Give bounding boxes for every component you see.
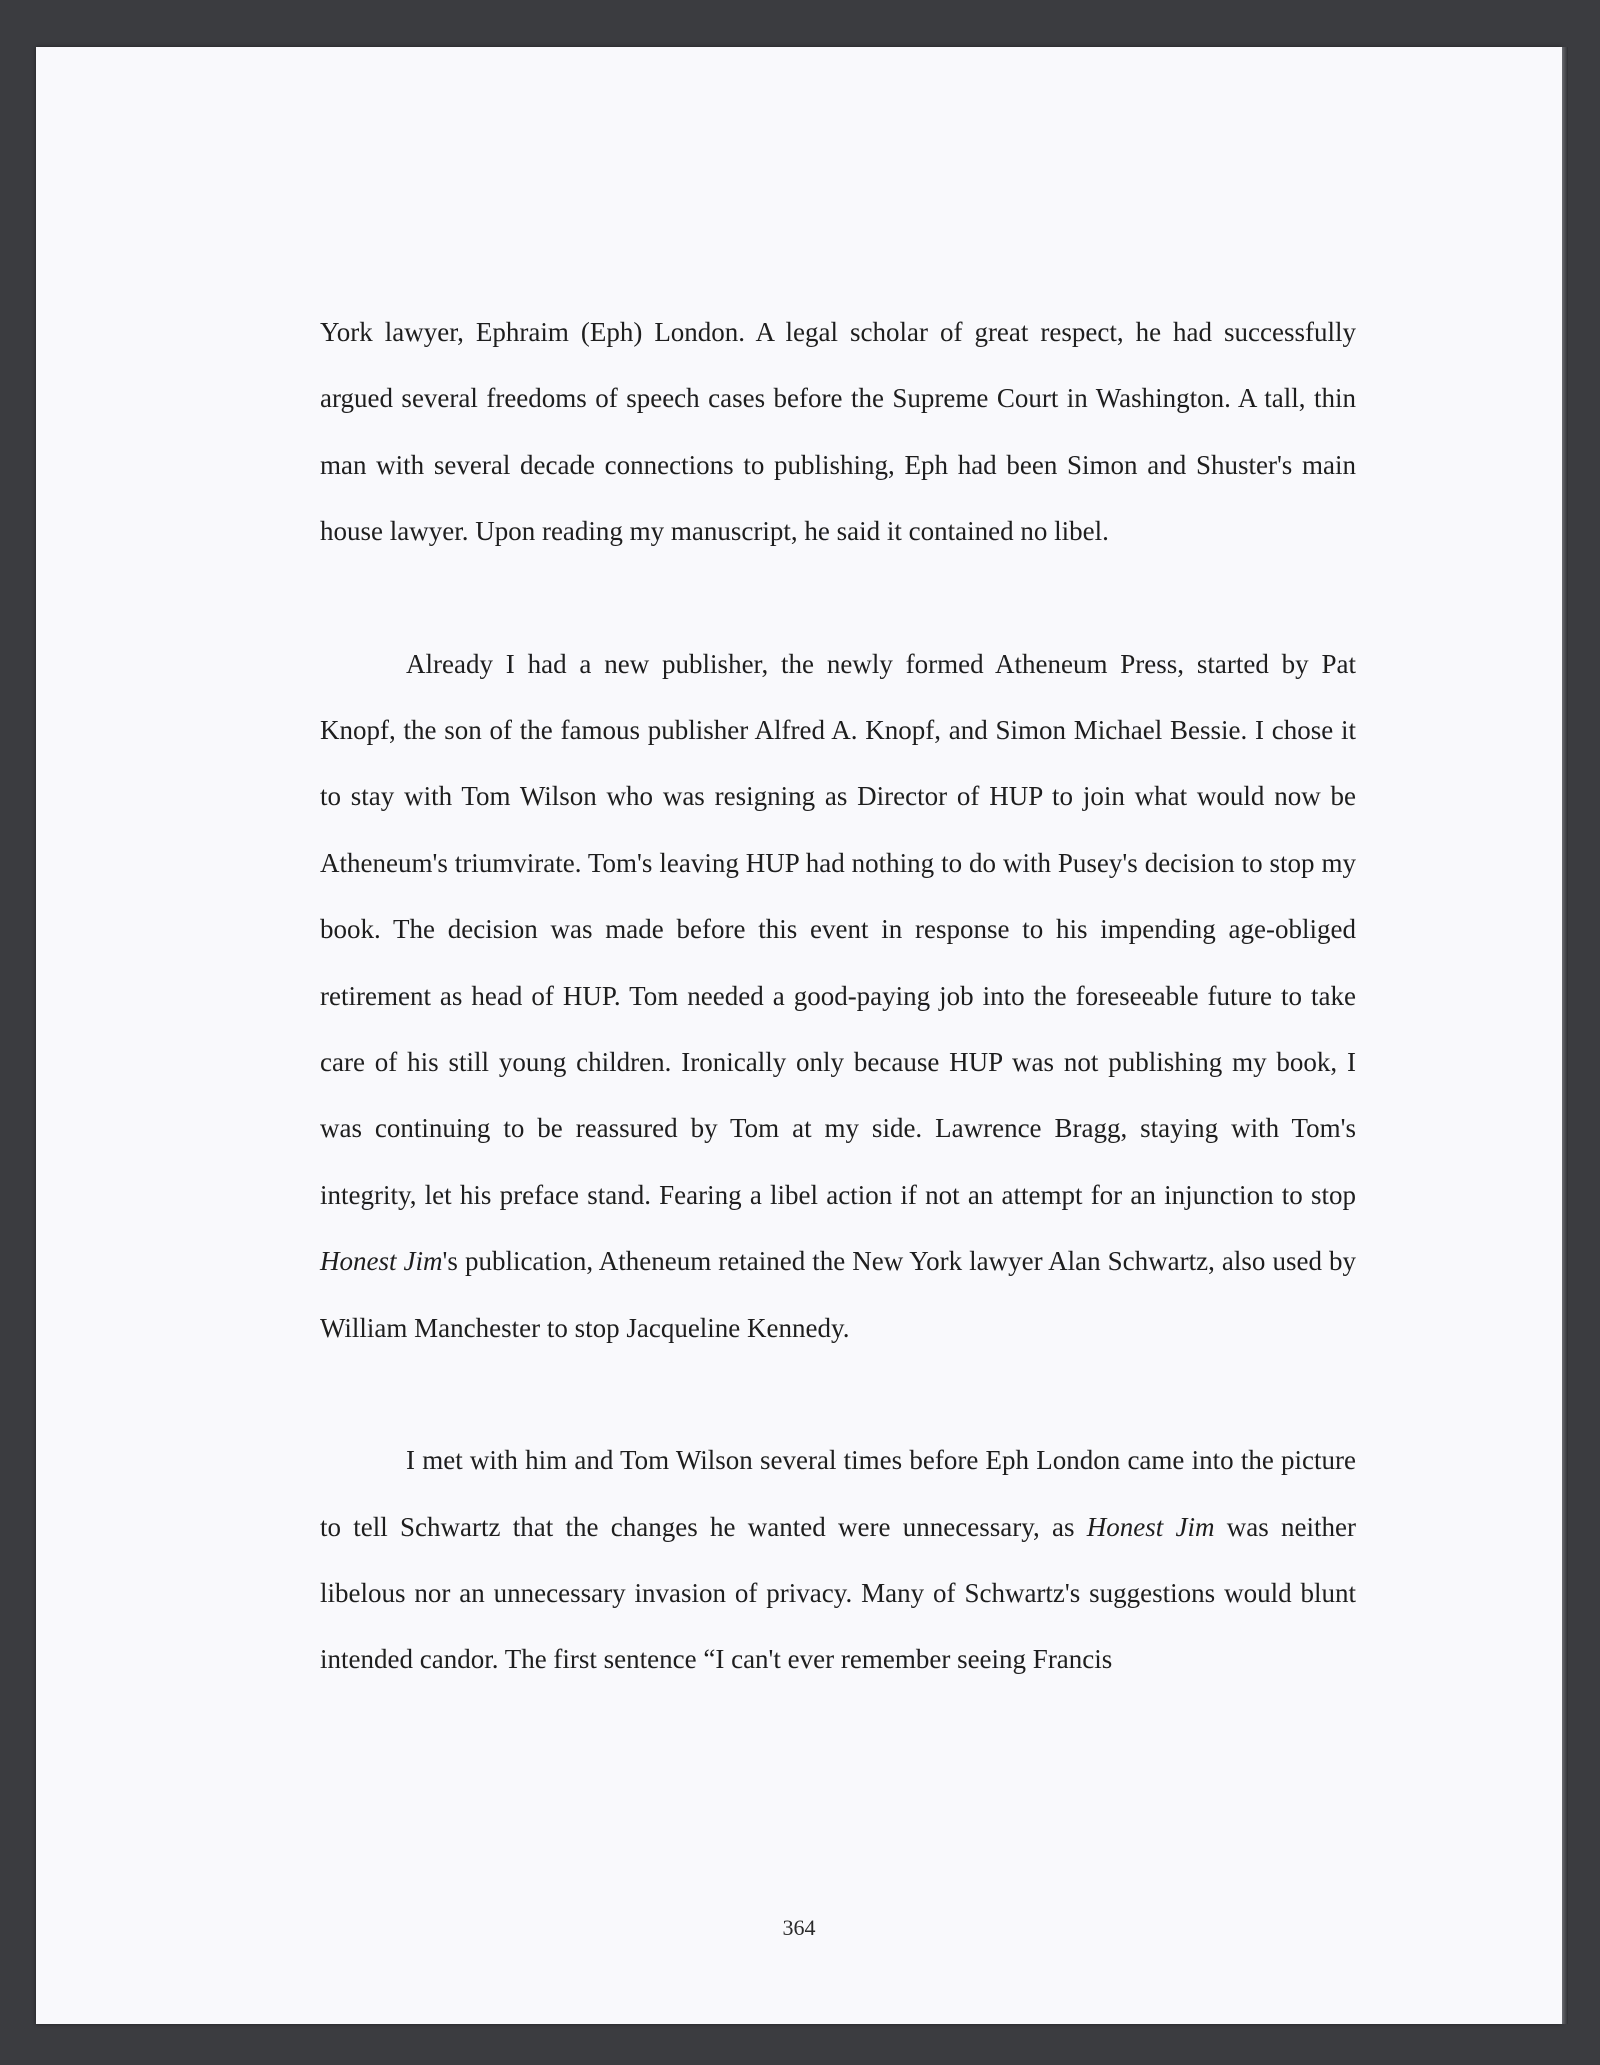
body-text	[320, 299, 1356, 1693]
paragraph-text: was neither libelous nor an unnecessary invasion of privacy. Many of Schwartz's suggestions would blunt intended candor. The first sentence “I can't ever remember seeing Francis	[320, 1511, 1357, 1675]
paragraph-text: I met with him and Tom Wilson several times before Eph London came into the picture to tell Schwartz that the changes he wanted were unnecessary, as	[320, 1445, 1356, 1542]
page-number: 364	[782, 1915, 816, 1940]
paragraph	[320, 299, 1356, 565]
paragraph-text: 's publication, Atheneum retained the New York lawyer Alan Schwartz, also used by William Manchester to stop Jacqueline Kennedy.	[320, 1246, 1356, 1343]
paper-edge	[1562, 47, 1568, 2024]
paragraph-text: York lawyer, Ephraim (Eph) London. A legal scholar of great respect, he had successfully argued several freedoms of speech cases before the Supreme Court in Washington. A tall, thin man with several decade connections to publishing, Eph had been Simon and Shuster's main house lawyer. Upon reading my manuscript, he said it contained no libel.	[320, 317, 1356, 547]
paragraph-text: Already I had a new publisher, the newly formed Atheneum Press, started by Pat Knopf, the son of the famous publisher Alfred A. Knopf, and Simon Michael Bessie. I chose it to stay with Tom Wilson who was resigning as Director of HUP to join what would now be Atheneum's triumvirate. Tom's leaving HUP had nothing to do with Pusey's decision to stop my book. The decision was made before this event in response to his impending age-obliged retirement as head of HUP. Tom needed a good-paying job into the foreseeable future to take care of his still young children. Ironically only because HUP was not publishing my book, I was continuing to be reassured by Tom at my side. Lawrence Bragg, staying with Tom's integrity, let his preface stand. Fearing a libel action if not an attempt for an injunction to stop	[320, 648, 1356, 1210]
book-title: Honest Jim	[320, 1246, 443, 1277]
paragraph	[320, 1427, 1356, 1693]
paragraph	[320, 631, 1356, 1361]
book-title: Honest Jim	[1086, 1511, 1215, 1542]
document-page	[36, 47, 1562, 2024]
